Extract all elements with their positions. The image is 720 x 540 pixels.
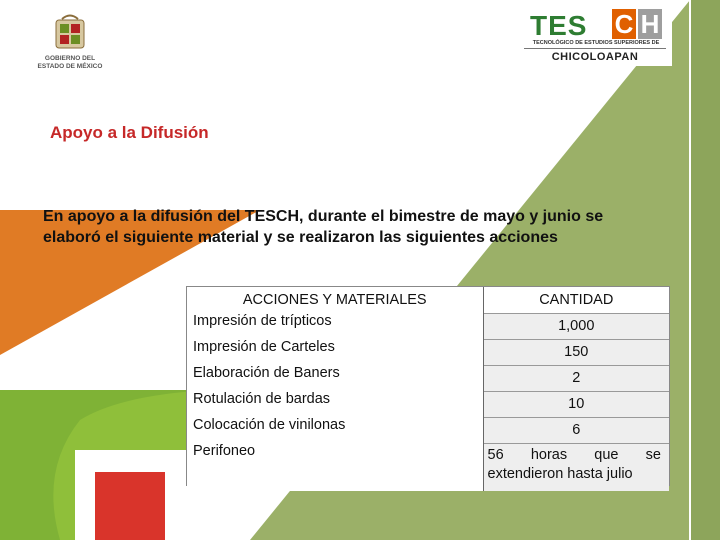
tesch-city: CHICOLOAPAN [551,51,639,63]
tesch-subtitle: TECNOLÓGICO DE ESTUDIOS SUPERIORES DE [532,40,660,46]
tesch-h: H [640,9,660,39]
tesch-h-box [638,9,662,39]
gob-line-2: ESTADO DE MÉXICO [37,63,103,70]
tesch-logo [516,2,672,66]
header-quantity: CANTIDAD [483,287,669,313]
row-quantity: 2 [483,365,669,391]
tesch-letters: TES [530,10,588,41]
row-quantity: 150 [483,339,669,365]
table-row [187,313,669,339]
tesch-c-box [612,9,636,39]
header-actions: ACCIONES Y MATERIALES [187,287,483,313]
intro-paragraph: En apoyo a la difusión del TESCH, durante el bimestre de mayo y junio se elaboró el siguiente material y se realizaron las siguientes acciones [43,208,604,246]
actions-table [186,286,670,486]
table-row [187,443,669,491]
row-quantity: 56 horas que se extendieron hasta julio [483,443,669,491]
tesch-c: C [614,9,634,39]
green-bar-shape [690,0,720,540]
table-row [187,339,669,365]
slide-title: Apoyo a la Difusión [50,123,209,142]
table-row [187,417,669,443]
row-quantity: 1,000 [483,313,669,339]
row-action: Colocación de vinilonas [187,417,483,443]
table-header-row [187,287,669,313]
row-action: Elaboración de Baners [187,365,483,391]
gobierno-logo-text [28,55,112,71]
row-quantity: 10 [483,391,669,417]
tesch-wordmark [524,6,674,40]
coat-of-arms-icon [50,12,90,52]
row-action: Impresión de trípticos [187,313,483,339]
tesch-divider [524,48,666,49]
table-row [187,365,669,391]
row-action: Perifoneo [187,443,483,491]
row-quantity: 6 [483,417,669,443]
row-action: Impresión de Carteles [187,339,483,365]
gob-line-1: GOBIERNO DEL [44,55,96,62]
table-row [187,391,669,417]
red-block-shape [95,472,165,540]
gobierno-estado-mexico-logo [28,12,112,80]
row-action: Rotulación de bardas [187,391,483,417]
